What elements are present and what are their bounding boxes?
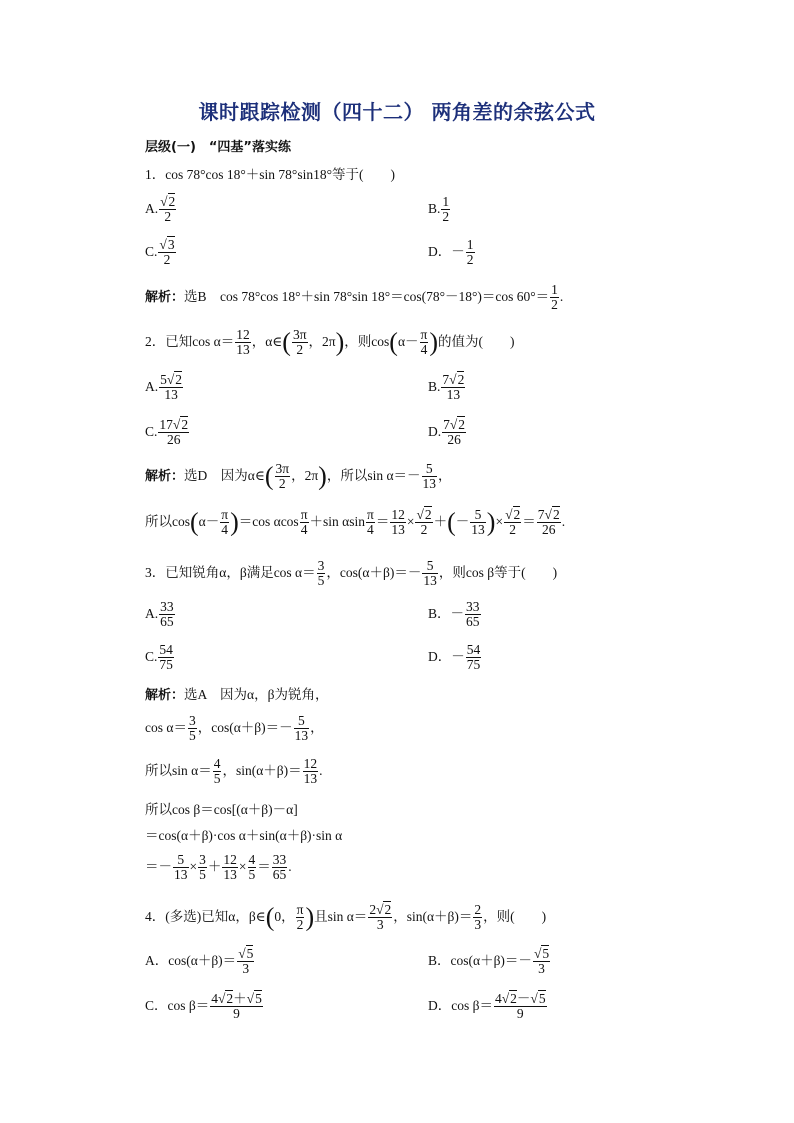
question-4-stem: 4．(多选)已知α，β∈(0， $\frac{\pi}{2}$ )且sin α＝ $\frac{2√2}{3}$ ，sin(α＋β)＝ $\frac{2}{3}$ ，则( ) — [145, 902, 547, 933]
q2-option-b: B. $\frac{7√2}{13}$ — [428, 372, 465, 403]
q3-analysis-intro: 解析：选A 因为α，β为锐角， — [145, 687, 329, 703]
q2-option-d: D. $\frac{7√2}{26}$ — [428, 417, 466, 448]
page-title: 课时跟踪检测（四十二） 两角差的余弦公式 — [198, 100, 596, 124]
q3-option-a: A. $\frac{33}{65}$ — [145, 599, 174, 630]
q2-analysis-line-2: 所以cos(α－ $\frac{\pi}{4}$ )＝cos αcos $\frac{\pi}{4}$ ＋sin αsin $\frac{\pi}{4}$ ＝ $\frac{12}{13}$ × $\frac{√2}{2}$ ＋(－ $\frac{5}{13}$ )× $\frac{√2}{2}$ ＝ $\frac{7√2}{26}$ . — [145, 507, 566, 538]
q3-option-d: D．－ $\frac{54}{75}$ — [428, 642, 481, 673]
q4-option-c: C．cos β＝ $\frac{4√2+√5}{9}$ — [145, 991, 262, 1022]
q3-option-c: C. $\frac{54}{75}$ — [145, 642, 173, 673]
q3-analysis-line-4: ＝cos(α＋β)·cos α＋sin(α＋β)·sin α — [145, 828, 343, 843]
q2-analysis-line-1: 解析：选D 因为α∈( $\frac{3\pi}{2}$ ，2π)，所以sin α＝－ $\frac{5}{13}$ ， — [145, 461, 452, 492]
q2-option-c: C. $\frac{17√2}{26}$ — [145, 417, 189, 448]
q3-option-b: B．－ $\frac{33}{65}$ — [428, 599, 480, 630]
q1-option-c: C. $\frac{√3}{2}$ — [145, 237, 175, 268]
section-heading: 层级(一) “四基”落实练 — [145, 140, 291, 155]
q4-option-a: A．cos(α＋β)＝ $\frac{√5}{3}$ — [145, 946, 254, 977]
q4-option-b: B．cos(α＋β)＝－ $\frac{√5}{3}$ — [428, 946, 550, 977]
question-3-stem: 3．已知锐角α，β满足cos α＝ $\frac{3}{5}$ ，cos(α＋β)＝－ $\frac{5}{13}$ ，则cos β等于( ) — [145, 558, 558, 589]
q1-option-b: B. $\frac{1}{2}$ — [428, 194, 450, 225]
q3-analysis-line-1: cos α＝ $\frac{3}{5}$ ，cos(α＋β)＝－ $\frac{5}{13}$ ， — [145, 713, 324, 744]
q1-option-d: D．－ $\frac{1}{2}$ — [428, 237, 474, 268]
q3-analysis-line-5: ＝－ $\frac{5}{13}$ × $\frac{3}{5}$ ＋ $\frac{12}{13}$ × $\frac{4}{5}$ ＝ $\frac{33}{65}$ . — [145, 852, 292, 883]
question-2-stem: 2．已知cos α＝ $\frac{12}{13}$ ，α∈( $\frac{3\pi}{2}$ ，2π)，则cos(α－ $\frac{\pi}{4}$ )的值为( ) — [145, 327, 515, 358]
q1-option-a: A. $\frac{√2}{2}$ — [145, 194, 176, 225]
q3-analysis-line-3: 所以cos β＝cos[(α＋β)－α] — [145, 802, 298, 817]
q3-analysis-line-2: 所以sin α＝ $\frac{4}{5}$ ，sin(α＋β)＝ $\frac{12}{13}$ . — [145, 756, 323, 787]
q4-option-d: D．cos β＝ $\frac{4√2-√5}{9}$ — [428, 991, 546, 1022]
question-1-stem: 1．cos 78°cos 18°＋sin 78°sin18°等于( ) — [145, 167, 395, 182]
q2-option-a: A. $\frac{5√2}{13}$ — [145, 372, 183, 403]
q1-analysis: 解析：选B cos 78°cos 18°＋sin 78°sin 18°＝cos(78°－18°)＝cos 60°＝ $\frac{1}{2}$ . — [145, 282, 564, 313]
